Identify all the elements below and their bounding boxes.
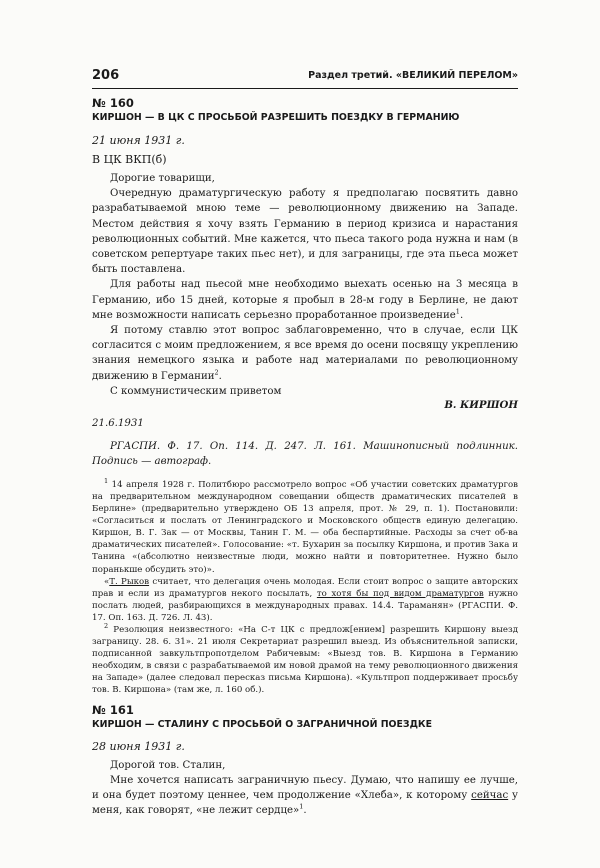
document-161	[92, 703, 518, 819]
page-header	[92, 68, 518, 89]
document-number: № 160	[92, 96, 134, 110]
document-date: 21 июня 1931 г.	[92, 134, 185, 147]
document-date: 28 июня 1931 г.	[92, 739, 185, 753]
letter-paragraph: Мне хочется написать заграничную пьесу. Думаю, что напишу ее лучше, и она будет поэтому ценнее, чем продолжение «Хлеба», к которому сейчас у меня, как говорят, «не лежит сердце»$^1$.	[92, 774, 519, 817]
signature: В. КИРШОН	[444, 398, 518, 411]
archive-source: РГАСПИ. Ф. 17. Оп. 114. Д. 247. Л. 161. Машинописный подлинник. Подпись — автограф.	[92, 440, 518, 467]
page-content	[92, 96, 518, 818]
addressee: В ЦК ВКП(б)	[92, 153, 167, 166]
letter-paragraph: Я потому ставлю этот вопрос заблаговременно, что в случае, если ЦК согласится с моим предложением, я все время до осени посвящу укреплению знания немецкого языка и работе над материалами по революционному движению в Германии$^2$.	[92, 325, 518, 382]
document-title: КИРШОН — В ЦК С ПРОСЬБОЙ РАЗРЕШИТЬ ПОЕЗДКУ В ГЕРМАНИЮ	[92, 112, 460, 123]
running-title: Раздел третий. «ВЕЛИКИЙ ПЕРЕЛОМ»	[308, 70, 518, 81]
closing: С коммунистическим приветом	[110, 385, 282, 397]
signature-date: 21.6.1931	[92, 417, 144, 429]
footnote-ref: 1	[455, 307, 460, 316]
footnote-ref: 2	[214, 368, 219, 377]
greeting: Дорогие товарищи,	[110, 173, 215, 184]
footnote: $^1$ 14 апреля 1928 г. Политбюро рассмотрело вопрос «Об участии советских драматургов на предварительном международном совещании обществ драматических писателей в Берлине» (предварительно утверждено ОБ 13 апреля, прот. № 29, п. 1). Постановили: «Согласиться и послать от Ленинградского и Московского обществ единую делегацию. Киршон, В. Г. Зак — от Москвы, Танин Г. М. — оба беспартийные. Расходы за счет об-ва драматических писателей». Голосование: «т. Бухарин за посылку Киршона, и против Зака и Танина «(абсолютно неизвестные люди, можно найти и повторитетнее. Нужно было поранькше обсудить это)».	[92, 476, 518, 575]
footnotes	[92, 476, 518, 697]
letter-paragraph: Для работы над пьесой мне необходимо выехать осенью на 3 месяца в Германию, ибо 15 дней, которые я пробыл в 28-м году в Берлине, не дают мне возможности написать серьезно проработанное произведение$^1$.	[92, 279, 518, 321]
footnote: $^2$ Резолюция неизвестного: «На С-т ЦК с предлож[ением] разрешить Киршону выезд заграницу. 28. 6. 31». 21 июля Секретариат разрешил выезд. Из объяснительной записки, подписанной завкультпропотделом Рабичевым: «Выезд тов. В. Киршона в Германию необходим, в связи с разрабатываемой им новой драмой на тему революционного движения на Западе» (далее следовал пересказ письма Киршона). «Культпроп поддерживает просьбу тов. В. Киршона» (там же, л. 160 об.).	[92, 622, 518, 696]
document-number: № 161	[92, 702, 134, 717]
greeting: Дорогой тов. Сталин,	[110, 759, 226, 771]
letter-paragraph: Очередную драматургическую работу я предполагаю посвятить давно разрабатываемой мною теме — революционному движению на Западе. Местом действия я хочу взять Германию в период кризиса и нарастания революционных событий. Мне кажется, что пьеса такого рода нужна и нам (в советском репертуаре таких пьес нет), и для заграницы, где эта пьеса может быть поставлена.	[92, 188, 518, 276]
footnote: «Т. Рыков считает, что делегация очень молодая. Если стоит вопрос о защите авторских прав и если из драматургов некого посылать, то хотя бы под видом драматургов нужно послать людей, разбирающихся в международных правах. 14.4. Тараманян» (РГАСПИ. Ф. 17. Оп. 163. Д. 726. Л. 43).	[92, 576, 518, 623]
document-title: КИРШОН — СТАЛИНУ С ПРОСЬБОЙ О ЗАГРАНИЧНОЙ ПОЕЗДКЕ	[92, 718, 433, 730]
footnote-ref: 1	[299, 802, 304, 811]
page-number: 206	[92, 68, 120, 83]
